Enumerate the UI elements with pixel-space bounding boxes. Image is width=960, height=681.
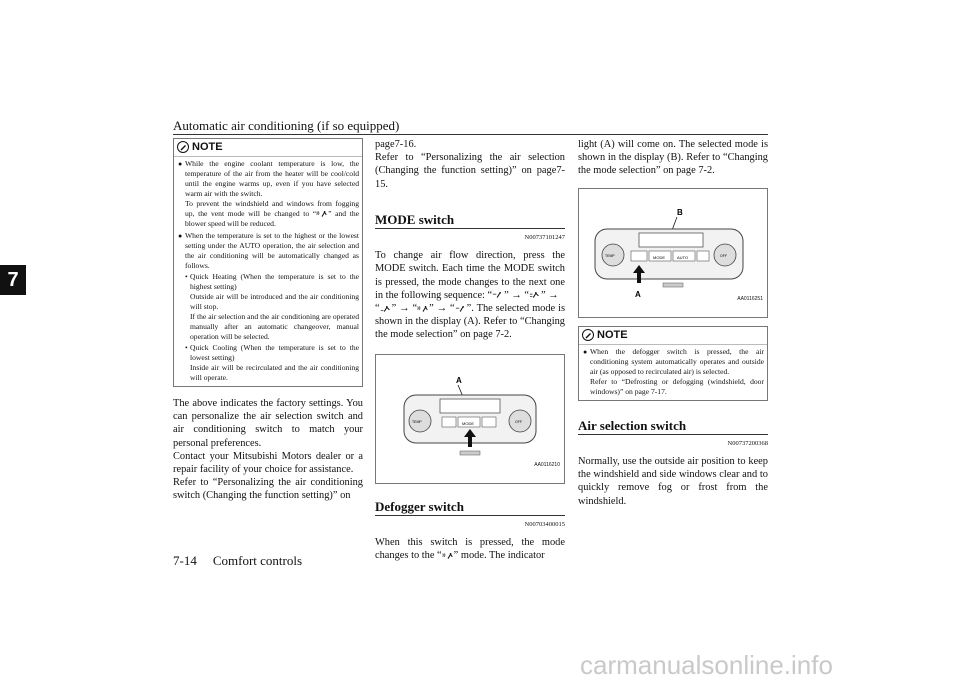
note-label: NOTE	[597, 328, 628, 341]
page-number: 7-14	[173, 553, 197, 568]
svg-text:A: A	[456, 375, 462, 385]
note-pencil-icon	[582, 329, 594, 341]
figure-code: AA0116251	[737, 296, 763, 303]
foot-mode-icon	[380, 305, 392, 313]
column-3	[578, 138, 768, 508]
page-footer	[173, 553, 318, 569]
figure-code: AA0116210	[534, 462, 560, 469]
note-sub-item: • Quick Cooling (When the temperature is set to the lowest setting) Inside air will be recirculated and the air conditioning will operate.	[185, 343, 359, 382]
section-code: N00703400015	[524, 520, 565, 528]
column-1	[173, 138, 363, 503]
face-foot-mode-icon	[529, 291, 541, 299]
mode-switch-paragraph: To change air flow direction, press the MODE switch. Each time the MODE switch is pressed, the mode changes to the next one in the following sequence: “ ” → “ ” → “ ” → “ ” → “ ”. The selected mode is shown in the display (A). Refer to “Changing the mode selection” on page 7-2.	[375, 250, 566, 341]
body-paragraph: Contact your Mitsubishi Motors dealer or a repair facility of your choice for assistance.	[173, 450, 363, 476]
svg-text:MODE: MODE	[653, 254, 665, 260]
body-paragraph: Refer to “Personalizing the air conditioning switch (Changing the function setting)” on	[173, 477, 363, 502]
svg-text:AUTO: AUTO	[677, 254, 689, 260]
bullet-dot-icon: ●	[178, 232, 183, 240]
footer-section: Comfort controls	[212, 553, 303, 568]
defogger-paragraph: When this switch is pressed, the mode changes to the “ ” mode. The indicator	[375, 537, 565, 562]
figure-defogger-switch	[578, 188, 768, 318]
section-heading-air-selection: Air selection switch	[578, 419, 768, 435]
note-box-2	[578, 326, 768, 401]
note-label: NOTE	[192, 141, 223, 153]
body-paragraph: Refer to “Personalizing the air selection (Changing the function setting)” on page7-15.	[375, 152, 565, 190]
figure-mode-switch	[375, 354, 565, 484]
section-code: N00737101247	[524, 234, 565, 242]
bullet-dot-icon: ●	[178, 160, 183, 168]
svg-text:OFF: OFF	[515, 419, 522, 424]
section-code: N00737200368	[727, 439, 768, 447]
note-pencil-icon	[177, 141, 189, 153]
svg-text:OFF: OFF	[720, 253, 727, 258]
svg-text:MODE: MODE	[462, 420, 474, 426]
defrost-foot-mode-icon	[316, 210, 328, 218]
face-mode-icon	[492, 291, 504, 299]
note-bullet: ● When the defogger switch is pressed, the air conditioning system automatically operates and outside air (as opposed to recirculated air) is selected. Refer to “Defrosting or defogging (windshield, door windows)” on page 7-17.	[583, 346, 764, 396]
body-paragraph: The above indicates the factory settings. You can personalize the air selection switch and air conditioning switch to match your personal preferences.	[173, 398, 363, 449]
defrost-foot-mode-icon	[442, 552, 454, 560]
note-bullet: ● When the temperature is set to the highest or the lowest setting under the AUTO operation, the air selection and the air conditioning will be automatically changed as follows.	[178, 231, 359, 270]
body-paragraph: page7-16.	[375, 139, 417, 150]
body-paragraph: light (A) will come on. The selected mode is shown in the display (B). Refer to “Changing the mode selection” on page 7-2.	[578, 139, 768, 177]
watermark: carmanualsonline.info	[580, 650, 833, 680]
column-2	[375, 138, 565, 562]
section-heading-defogger-switch: Defogger switch	[375, 500, 565, 516]
page-header-title: Automatic air conditioning (if so equipped)	[173, 118, 400, 133]
svg-text:TEMP: TEMP	[412, 419, 422, 424]
svg-text:TEMP: TEMP	[605, 253, 615, 258]
face-mode-icon	[455, 305, 467, 313]
body-paragraph: Normally, use the outside air position to keep the windshield and side windows clear and to quickly remove fog or frost from the windshield.	[578, 456, 768, 507]
note-box-1	[173, 138, 363, 387]
section-heading-mode-switch: MODE switch	[375, 213, 565, 229]
defrost-foot-mode-icon	[417, 305, 429, 313]
bullet-dot-icon: ●	[583, 347, 588, 356]
header-rule	[173, 134, 768, 135]
svg-text:A: A	[635, 289, 641, 299]
svg-text:B: B	[677, 207, 683, 217]
note-sub-item: • Quick Heating (When the temperature is set to the highest setting) Outside air will be introduced and the air conditioning will stop. If the air selection and the air conditioning are operated manually after an automatic changeover, manual operation will be selected.	[185, 272, 359, 341]
note-bullet: ● While the engine coolant temperature is low, the temperature of the air from the heater will be cool/cold until the engine warms up, even if you have selected warm air with the switch. To prevent the windshield and windows from fogging up, the vent mode will be changed to “ ” and the blower speed will be reduced.	[178, 159, 359, 228]
chapter-tab: 7	[0, 265, 26, 295]
